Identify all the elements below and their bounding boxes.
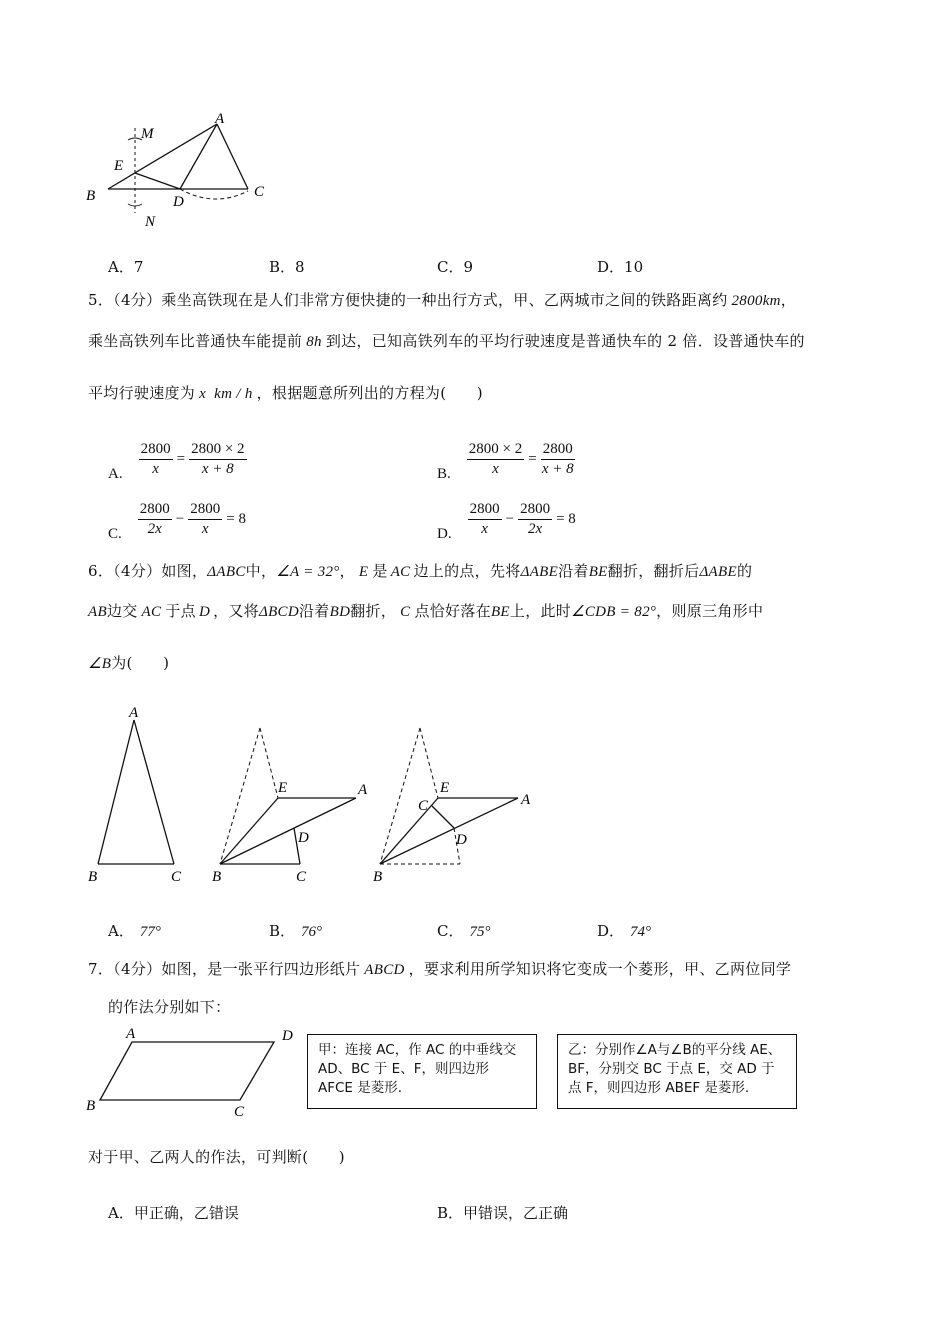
q5-option-d-frac2: $\frac{2800}{2x}$ — [520, 501, 551, 537]
svg-text:A: A — [521, 792, 531, 808]
q5-option-c-frac1: $\frac{2800}{2x}$ — [139, 501, 170, 537]
q4-option-d[interactable]: D．10 — [597, 258, 644, 276]
q5-option-c-op: − — [175, 511, 185, 527]
q6-line1: 6．（4分）如图，ΔABC中，∠A = 32°， E 是 AC 边上的点，先将ΔABE沿着BE翻折，翻折后ΔABE的 — [88, 562, 753, 580]
q5-line2-b: 到达，已知高铁列车的平均行驶速度是普通快车的 2 倍．设普通快车的 — [325, 332, 805, 350]
q7-line2: 的作法分别如下： — [108, 998, 231, 1016]
q5-line3-a: 平均行驶速度为 — [88, 384, 196, 402]
q4-option-c[interactable]: C．9 — [437, 258, 474, 276]
q6-option-c[interactable]: C． 75° — [437, 922, 491, 940]
q5-option-d-label: D. — [437, 526, 452, 542]
q4-label-N: N — [145, 214, 156, 230]
q5-distance: 2800km — [731, 293, 781, 309]
q6-line3: ∠B为( ) — [88, 654, 170, 672]
q5-line2-a: 乘坐高铁列车比普通快车能提前 — [88, 332, 303, 350]
q7-line3: 对于甲、乙两人的作法，可判断( ) — [88, 1148, 345, 1166]
svg-text:D: D — [456, 832, 467, 848]
svg-text:A: A — [358, 782, 368, 798]
q4-label-M: M — [141, 126, 154, 142]
q5-option-a-label: A. — [108, 466, 123, 482]
svg-text:C: C — [171, 869, 182, 885]
q6-figures — [78, 700, 548, 890]
q5-option-c-frac2: $\frac{2800}{x}$ — [190, 501, 221, 537]
q6-tri1: ΔABC — [207, 564, 246, 580]
svg-text:C: C — [234, 1104, 245, 1116]
q6-option-a[interactable]: A． 77° — [108, 922, 161, 940]
q5-option-a[interactable] — [108, 436, 247, 483]
q6-line2: AB边交 AC 于点 D ，又将ΔBCD沿着BD翻折， C 点恰好落在BE上，此时∠CDB = 82°，则原三角形中 — [88, 602, 764, 620]
q5-line3 — [88, 382, 483, 403]
q5-hours: 8h — [306, 334, 322, 350]
q4-option-b[interactable]: B．8 — [269, 258, 305, 276]
svg-text:D: D — [282, 1028, 293, 1044]
q4-figure — [78, 108, 278, 230]
q5-paren: ( ) — [440, 384, 483, 402]
svg-text:A: A — [129, 705, 139, 721]
q5-option-a-frac2: $\frac{2800 \times 2}{x + 8}$ — [191, 441, 245, 477]
q5-option-c[interactable] — [108, 496, 246, 543]
q7-parallelogram-figure — [80, 1024, 300, 1116]
q7-box-jia: 甲：连接 AC，作 AC 的中垂线交 AD、BC 于 E、F，则四边形 AFCE 是菱形. — [307, 1034, 537, 1109]
q4-label-A: A — [215, 111, 225, 127]
q5-line2 — [88, 330, 805, 351]
q5-option-d[interactable] — [437, 496, 576, 543]
q6-option-b[interactable]: B． 76° — [269, 922, 323, 940]
svg-text:B: B — [212, 869, 222, 885]
q4-option-a[interactable]: A．7 — [108, 258, 144, 276]
q5-option-c-tail: = 8 — [226, 511, 246, 527]
svg-text:E: E — [278, 780, 288, 796]
q7-option-a[interactable]: A．甲正确，乙错误 — [108, 1204, 239, 1222]
q5-line1-text: 5．（4分）乘坐高铁现在是人们非常方便快捷的一种出行方式，甲、乙两城市之间的铁路距离约 — [88, 291, 728, 309]
q5-option-d-frac1: $\frac{2800}{x}$ — [469, 501, 500, 537]
q5-speed: x km / h — [199, 386, 253, 402]
q5-option-b-frac2: $\frac{2800}{x + 8}$ — [541, 441, 574, 477]
svg-text:C: C — [296, 869, 307, 885]
q5-option-d-op: − — [505, 511, 515, 527]
q5-line3-b: ，根据题意所列出的方程为 — [256, 384, 441, 402]
svg-text:E: E — [440, 780, 450, 796]
svg-text:B: B — [88, 869, 98, 885]
q4-label-C: C — [254, 184, 265, 200]
svg-text:A: A — [126, 1026, 136, 1042]
q5-option-a-frac1: $\frac{2800}{x}$ — [140, 441, 171, 477]
q5-option-a-op: = — [176, 451, 186, 467]
q4-label-D: D — [173, 194, 184, 210]
svg-text:C: C — [418, 798, 429, 814]
q5-option-d-tail: = 8 — [556, 511, 576, 527]
q5-option-c-label: C. — [108, 526, 122, 542]
q5-option-b-frac1: $\frac{2800 \times 2}{x}$ — [468, 441, 523, 477]
q5-option-b[interactable] — [437, 436, 575, 483]
q7-box-yi: 乙：分别作∠A与∠B的平分线 AE、BF，分别交 BC 于点 E，交 AD 于点 F，则四边形 ABEF 是菱形. — [557, 1034, 797, 1109]
svg-text:B: B — [373, 869, 383, 885]
q5-option-b-label: B. — [437, 466, 451, 482]
q6-angle-a: ∠A = 32° — [276, 564, 340, 580]
q4-label-B: B — [86, 188, 96, 204]
q7-line1: 7．（4分）如图，是一张平行四边形纸片 ABCD ，要求利用所学知识将它变成一个菱形，甲、乙两位同学 — [88, 960, 792, 978]
q7-option-b[interactable]: B．甲错误，乙正确 — [437, 1204, 569, 1222]
svg-text:D: D — [298, 830, 309, 846]
q6-option-d[interactable]: D． 74° — [597, 922, 652, 940]
q5-option-b-op: = — [528, 451, 537, 467]
q4-label-E: E — [114, 158, 124, 174]
q5-line1: 5．（4分）乘坐高铁现在是人们非常方便快捷的一种出行方式，甲、乙两城市之间的铁路距离约 2800km， — [88, 291, 797, 309]
svg-text:B: B — [86, 1098, 96, 1114]
